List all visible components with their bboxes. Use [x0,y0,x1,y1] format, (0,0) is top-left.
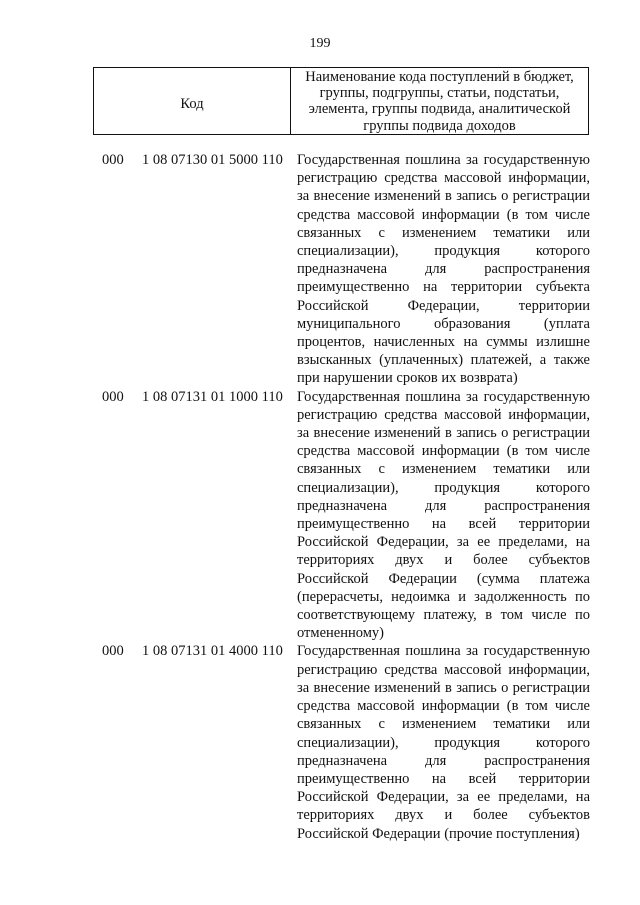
admin-code: 000 [102,152,124,168]
revenue-entry [0,642,640,842]
page-number: 199 [309,36,331,51]
admin-code: 000 [102,388,124,405]
admin-code: 000 [102,643,124,660]
revenue-code: 1 08 07131 01 1000 110 [142,388,283,405]
revenue-description: Государственная пошлина за государственную регистрацию средства массовой информации, за внесение изменений в запись о регистрации средства массовой информации (в том числе связанных с изменением тематики или специализации), продукция которого предназначена для распространения преимущественно на всей территории Российской Федерации, за ее пределами, на территориях двух и более субъектов Российской Федерации (прочие поступления) [297,643,590,842]
revenue-entry [0,151,640,388]
revenue-description: Государственная пошлина за государственную регистрацию средства массовой информации, за внесение изменений в запись о регистрации средства массовой информации (в том числе связанных с изменением тематики или специализации), продукция которого предназначена для распространения преимущественно на всей территории Российской Федерации, за ее пределами, на территориях двух и более субъектов Российской Федерации (сумма платежа (перерасчеты, недоимка и задолженность по соответствующему платежу, в том числе по отмененному) [297,388,590,642]
revenue-code: 1 08 07131 01 4000 110 [142,643,283,660]
revenue-code-list [0,151,640,843]
revenue-description: Государственная пошлина за государственную регистрацию средства массовой информации, за внесение изменений в запись о регистрации средства массовой информации (в том числе связанных с изменением тематики или специализации), продукция которого предназначена для распространения преимущественно на территории субъекта Российской Федерации, территории муниципального образования (уплата процентов, начисленных на суммы излишне взысканных (уплаченных) платежей, а также при нарушении сроков их возврата) [297,152,590,387]
revenue-entry [0,388,640,643]
table-header [93,67,589,135]
header-name-column: Наименование кода поступлений в бюджет, группы, подгруппы, статьи, подстатьи, элемента, группы подвида, аналитической группы подвида доходов [305,69,574,134]
header-code-column: Код [94,68,291,134]
revenue-code: 1 08 07130 01 5000 110 [142,152,283,168]
